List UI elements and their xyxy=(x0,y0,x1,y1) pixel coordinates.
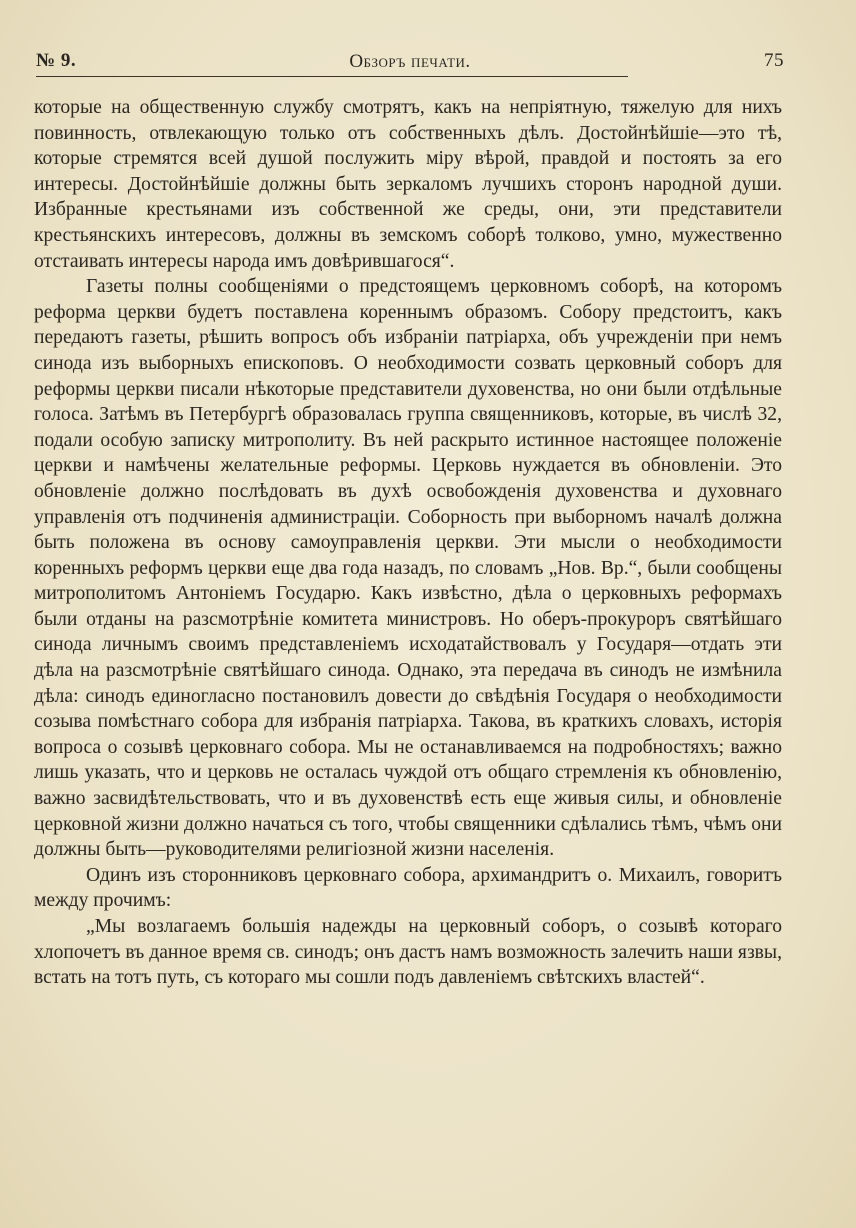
page-number: 75 xyxy=(764,50,784,71)
paragraph-4: „Мы возлагаемъ большія надежды на церковный соборъ, о созывѣ котораго хлопочетъ въ данное время св. синодъ; онъ дастъ намъ возможность залечить наши язвы, встать на тотъ путь, съ котораго мы сошли подъ давленіемъ свѣтскихъ властей“. xyxy=(34,916,782,989)
header-rule xyxy=(36,76,628,77)
running-title: Обзоръ печати. xyxy=(349,51,471,72)
issue-number: № 9. xyxy=(36,50,77,71)
paragraph-1: которые на общественную службу смотрятъ, какъ на непріятную, тяжелую для нихъ повинность, отвлекающую только отъ собственныхъ дѣлъ. Достойнѣйшіе—это тѣ, которые стремятся всей душой послужить міру вѣрой, правдой и постоять за его интересы. Достойнѣйшіе должны быть зеркаломъ лучшихъ сторонъ народной души. Избранные крестьянами изъ собственной же среды, они, эти представители крестьянскихъ интересовъ, должны въ земскомъ соборѣ толково, умно, мужественно отстаивать интересы народа имъ довѣрившагося“. xyxy=(34,97,782,272)
page-header xyxy=(36,44,784,78)
paragraph-2: Газеты полны сообщеніями о предстоящемъ церковномъ соборѣ, на которомъ реформа церкви будетъ поставлена кореннымъ образомъ. Собору предстоитъ, какъ передаютъ газеты, рѣшить вопросъ объ избраніи патріарха, объ учрежденіи при немъ синода изъ выборныхъ епископовъ. О необходимости созвать церковный соборъ для реформы церкви писали нѣкоторые представители духовенства, но они были отдѣльные голоса. Затѣмъ въ Петербургѣ образовалась группа священниковъ, которые, въ числѣ 32, подали особую записку митрополиту. Въ ней раскрыто истинное настоящее положеніе церкви и намѣчены желательные реформы. Церковь нуждается въ обновленіи. Это обновленіе должно послѣдовать въ духѣ освобожденія духовенства и духовнаго управленія отъ подчиненія администраціи. Соборность при выборномъ началѣ должна быть положена въ основу самоуправленія церкви. Эти мысли о необходимости коренныхъ реформъ церкви еще два года назадъ, по словамъ „Нов. Вр.“, были сообщены митрополитомъ Антоніемъ Государю. Какъ извѣстно, дѣла о церковныхъ реформахъ были отданы на разсмотрѣніе комитета министровъ. Но оберъ-прокуроръ святѣйшаго синода личнымъ своимъ представленіемъ исходатайствовалъ у Государя—отдать эти дѣла на разсмотрѣніе святѣйшаго синода. Однако, эта передача въ синодъ не измѣнила дѣла: синодъ единогласно постановилъ довести до свѣдѣнія Государя о необходимости созыва помѣстнаго собора для избранія патріарха. Такова, въ краткихъ словахъ, исторія вопроса о созывѣ церковнаго собора. Мы не останавливаемся на подробностяхъ; важно лишь указать, что и церковь не осталась чуждой отъ общаго стремленія къ обновленію, важно засвидѣтельствовать, что и въ духовенствѣ есть еще живыя силы, и обновленіе церковной жизни должно начаться съ того, чтобы священники сдѣлались тѣмъ, чѣмъ они должны быть—руководителями религіозной жизни населенія. xyxy=(34,276,782,861)
article-body xyxy=(34,95,782,991)
paragraph-3: Одинъ изъ сторонниковъ церковнаго собора, архимандритъ о. Михаилъ, говоритъ между прочимъ: xyxy=(34,864,782,912)
